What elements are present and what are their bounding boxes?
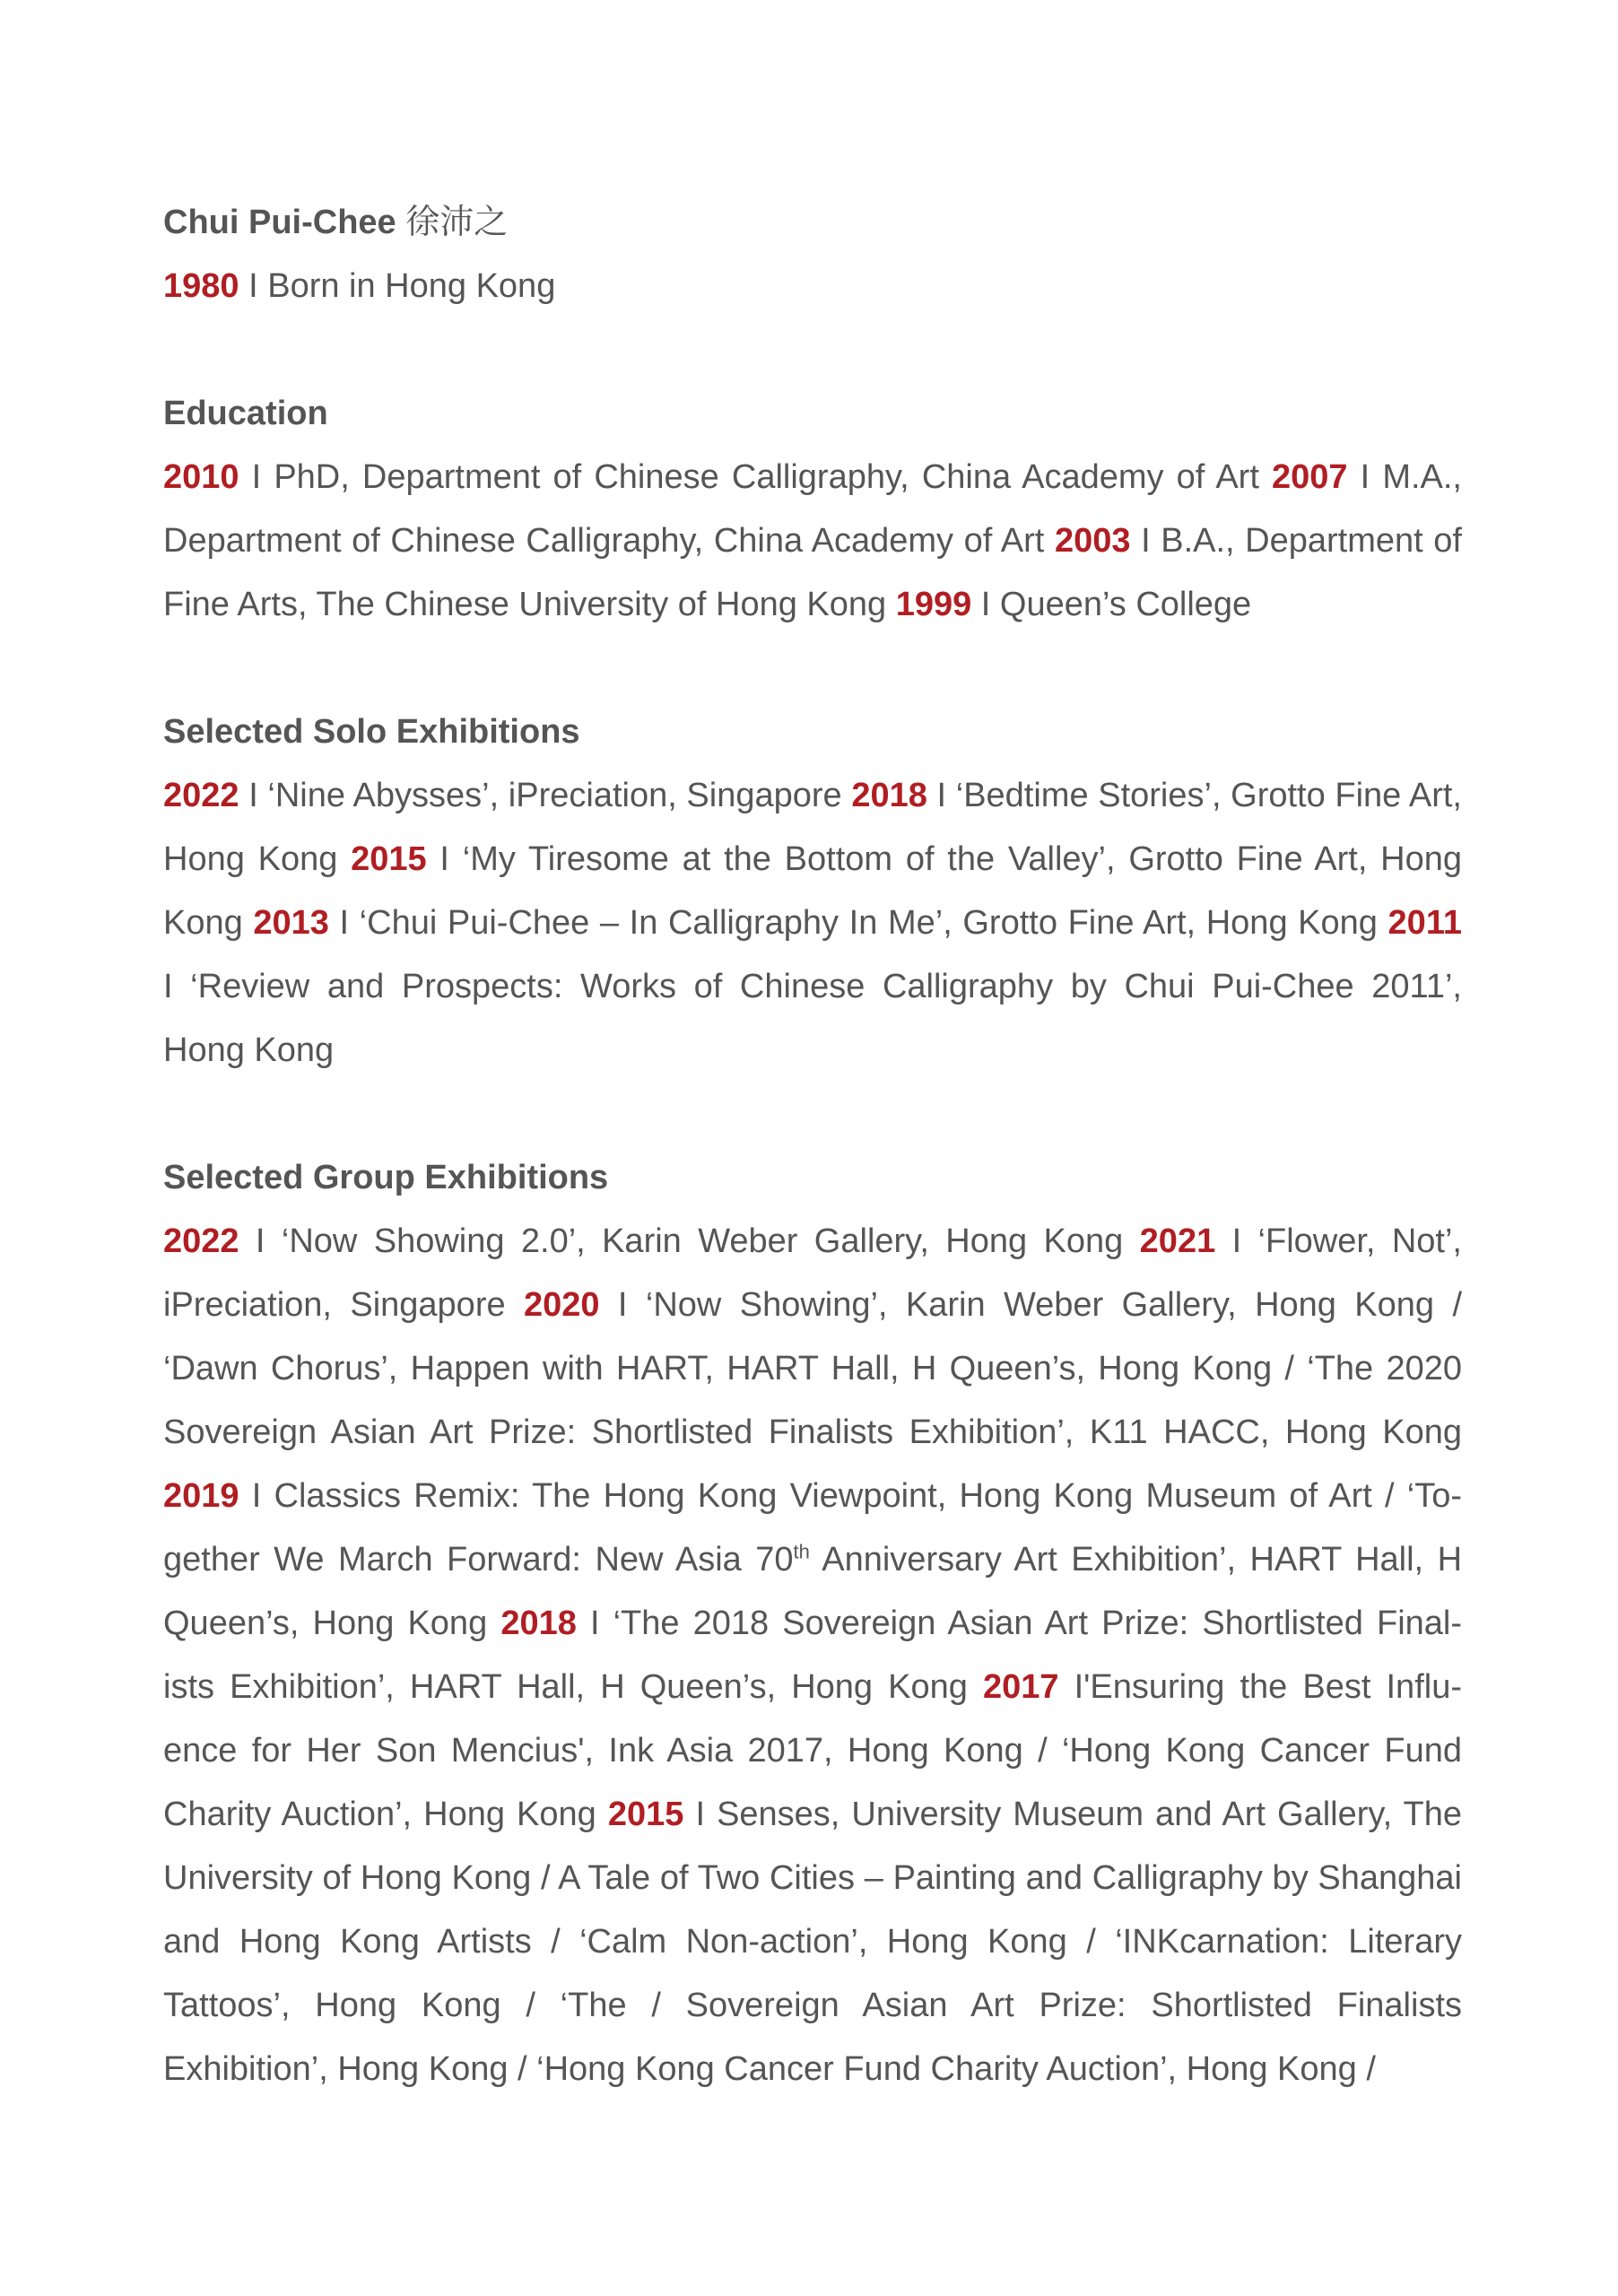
spacer: [163, 637, 1462, 700]
entry-text: I ‘Bedtime Stories’, Grotto Fine Art, Hong Kong: [163, 777, 1462, 878]
superscript-ordinal: th: [793, 1540, 810, 1563]
year: 2022: [163, 1222, 239, 1260]
entry-text: I ‘Chui Pui-Chee – In Calligraphy In Me’, Grotto Fine Art, Hong Kong: [328, 904, 1388, 942]
year: 2013: [253, 904, 329, 942]
solo-exhibitions-list: [163, 764, 1462, 1083]
education-list: [163, 446, 1462, 637]
year: 1999: [895, 586, 972, 623]
entry-text: I M.A., Department of Chinese Calligraphy, China Academy of Art: [163, 458, 1462, 560]
entry-text: I ‘The 2018 Sovereign Asian Art Prize: Shortlisted Final-ists Exhibition’, HART Hall, H Queen’s, Hong Kong: [163, 1605, 1462, 1706]
entry-text: I'Ensuring the Best Influ-ence for Her Son Mencius', Ink Asia 2017, Hong Kong / ‘Hong Kong Cancer Fund Charity Auction’, Hong Kong: [163, 1668, 1462, 1833]
entry-text: I Classics Remix: The Hong Kong Viewpoint, Hong Kong Museum of Art / ‘To-gether We March Forward: New Asia 70: [163, 1477, 1462, 1578]
year: 2015: [607, 1796, 684, 1833]
entry-text: I ‘Review and Prospects: Works of Chinese Calligraphy by Chui Pui-Chee 2011’, Hong Kong: [163, 968, 1462, 1069]
artist-name-line: [163, 190, 1462, 255]
spacer: [163, 318, 1462, 382]
birth-text: I Born in Hong Kong: [239, 267, 556, 305]
year: 2015: [351, 840, 427, 878]
entry-text: I PhD, Department of Chinese Calligraphy, China Academy of Art: [239, 458, 1272, 496]
year: 2022: [163, 777, 239, 814]
entry-text: I ‘My Tiresome at the Bottom of the Valley’, Grotto Fine Art, Hong Kong: [163, 840, 1462, 942]
birth-year: 1980: [163, 267, 239, 305]
entry-text: I ‘Now Showing 2.0’, Karin Weber Gallery, Hong Kong: [239, 1222, 1140, 1260]
entry-text: I B.A., Department of Fine Arts, The Chinese University of Hong Kong: [163, 522, 1462, 623]
artist-name-chinese: 徐沛之: [405, 202, 509, 241]
entry-text: I ‘Now Showing’, Karin Weber Gallery, Hong Kong / ‘Dawn Chorus’, Happen with HART, HART Hall, H Queen’s, Hong Kong / ‘The 2020 Sovereign Asian Art Prize: Shortlisted Finalists Exhibition’, K11 HACC, Hong Kong: [163, 1286, 1462, 1451]
group-exhibitions-heading: Selected Group Exhibitions: [163, 1159, 609, 1196]
entry-text: I ‘Flower, Not’, iPreciation, Singapore: [163, 1222, 1462, 1324]
artist-name: Chui Pui-Chee: [163, 204, 396, 241]
year: 2019: [163, 1477, 239, 1515]
entry-text: Anniversary Art Exhibition’, HART Hall, H Queen’s, Hong Kong: [163, 1541, 1463, 1642]
birth-line: [163, 255, 1462, 318]
cv-page: [163, 190, 1462, 2101]
entry-text: I ‘Nine Abysses’, iPreciation, Singapore: [239, 777, 852, 814]
spacer: [163, 1083, 1462, 1146]
group-exhibitions-list: [163, 1210, 1462, 2101]
education-heading: Education: [163, 395, 328, 432]
year: 2021: [1139, 1222, 1216, 1260]
year: 2007: [1272, 458, 1348, 496]
entry-text: I Queen’s College: [971, 586, 1252, 623]
year: 2018: [851, 777, 927, 814]
year: 2003: [1054, 522, 1131, 560]
entry-text: I Senses, University Museum and Art Gallery, The University of Hong Kong / A Tale of Two Cities – Painting and Calligraphy by Shanghai and Hong Kong Artists / ‘Calm Non-action’, Hong Kong / ‘INKcarnation: Literary Tattoos’, Hong Kong / ‘The / Sovereign Asian Art Prize: Shortlisted Finalists Exhibition’, Hong Kong / ‘Hong Kong Cancer Fund Charity Auction’, Hong Kong /: [163, 1796, 1462, 2088]
year: 2020: [524, 1286, 600, 1324]
year: 2011: [1387, 904, 1462, 942]
solo-exhibitions-heading: Selected Solo Exhibitions: [163, 713, 580, 751]
year: 2010: [163, 458, 239, 496]
year: 2018: [500, 1605, 577, 1642]
year: 2017: [982, 1668, 1059, 1706]
